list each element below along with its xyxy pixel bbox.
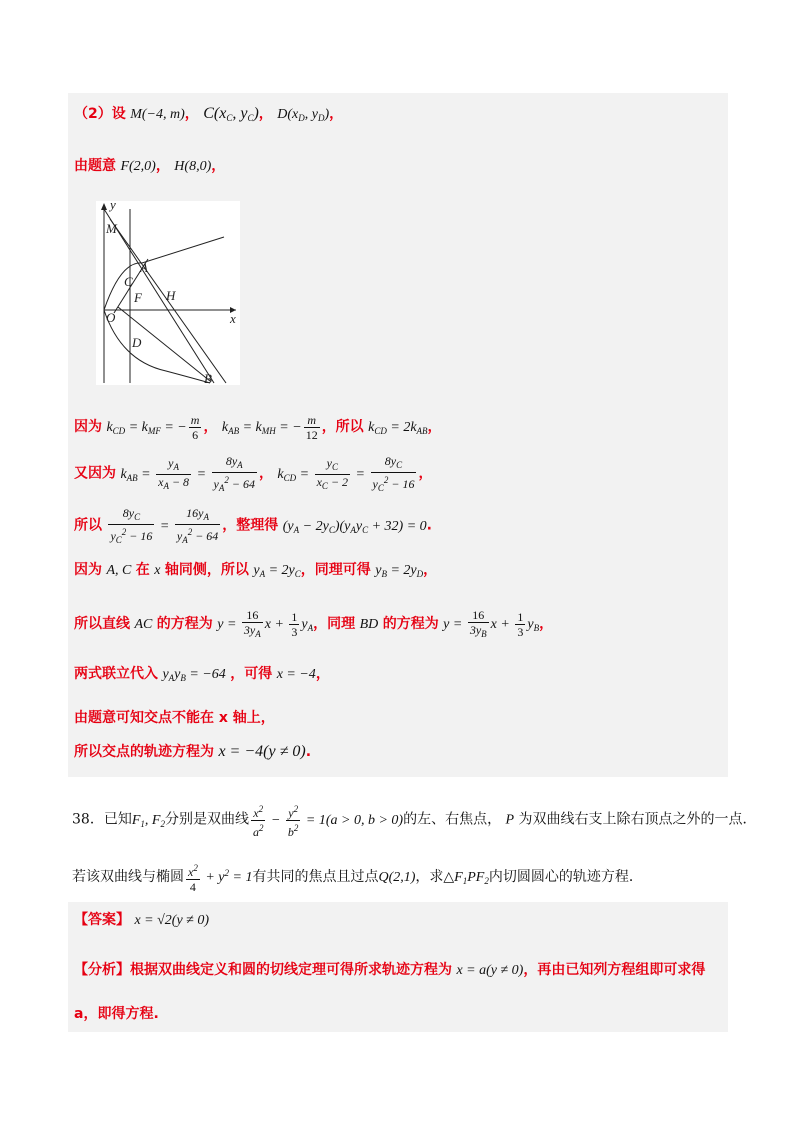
label-b: B [204, 371, 212, 385]
line-so: 所以 $\frac{8y_C}{y_C^2 - 16}$ = $\frac{16y_A}{y_A^2 - 64}$ ，整理得 $(y_A - 2y_C)(y_Ay_C + 32) = 0$. [74, 506, 432, 545]
problem-38-line1: 38．已知$F_1$, $F_2$分别是双曲线 $\frac{x^2}{a^2}$ − $\frac{y^2}{b^2}$ = 1(a > 0, b > 0)的左、右焦点， P 为双曲线右支上除右顶点之外的一点． [72, 804, 757, 839]
label-x: x [230, 311, 236, 326]
geometry-figure [96, 201, 240, 385]
line-ac: 所以直线 AC 的方程为 y = $\frac{16}{3y_A}$ x + $\frac{1}{3}$ $y_A$，同理 BD 的方程为 y = $\frac{16}{3y_B}$ x + $\frac{1}{3}$ $y_B$， [74, 608, 554, 640]
line-combine: 两式联立代入 $y_Ay_B = -64$ ，可得 x = −4， [74, 666, 330, 683]
answer-line: 【答案】 x = √2(y ≠ 0) [74, 912, 210, 928]
point-m: M(−4, m) [130, 107, 185, 122]
answer-value: x = √2(y ≠ 0) [134, 913, 210, 928]
label-f: F [134, 290, 142, 305]
label-a: A [140, 260, 148, 275]
line-set: （2）设 M(−4, m)， $C(x_C$, $y_C$)， $D(x_D$, $y_D$)， [74, 105, 344, 123]
point-f: F(2,0) [120, 159, 156, 174]
point-c: $C(x_C$, $y_C$) [203, 105, 259, 123]
line-same-side: 因为 A, C 在 x 轴同侧，所以 $y_A = 2y_C$，同理可得 $y_B = 2y_D$， [74, 562, 438, 579]
label-o: O [106, 310, 116, 325]
line-locus: 所以交点的轨迹方程为 x = −4(y ≠ 0). [74, 743, 312, 760]
point-h: H(8,0) [174, 159, 212, 174]
line-not-on-axis: 由题意可知交点不能在 x 轴上， [74, 710, 275, 726]
line-given: 由题意 F(2,0)， H(8,0)， [74, 158, 226, 174]
label-c: C [124, 274, 133, 289]
line-also: 又因为 $k_{AB}$ = $\frac{y_A}{x_A - 8}$ = $\frac{8y_A}{y_A^2 - 64}$ ， $k_{CD}$ = $\frac{y_C}{x_C - 2}$ = $\frac{8y_C}{y_C^2 - 16}$ ， [74, 454, 433, 493]
analysis-line2: a，即得方程. [74, 1006, 159, 1022]
problem-38-line2: 若该双曲线与椭圆 $\frac{x^2}{4}$ + $y^2 = 1$有共同的焦点且过点Q(2,1)，求$\triangle F_1PF_2$内切圆圆心的轨迹方程． [72, 863, 643, 895]
point-d: $D(x_D$, $y_D$) [277, 107, 330, 123]
line-slopes: 因为 $k_{CD} = k_{MF}$ = − $\frac{m}{6}$ ， $k_{AB} = k_{MH}$ = − $\frac{m}{12}$ ，所以 $k_{CD} = 2k_{AB}$， [74, 413, 442, 443]
label-h: H [166, 288, 176, 303]
label-y: y [110, 201, 116, 212]
label-d: D [132, 335, 142, 350]
analysis-line1: 【分析】根据双曲线定义和圆的切线定理可得所求轨迹方程为 x = a(y ≠ 0)，再由已知列方程组即可求得 [74, 962, 706, 978]
label-m: M [106, 221, 117, 236]
